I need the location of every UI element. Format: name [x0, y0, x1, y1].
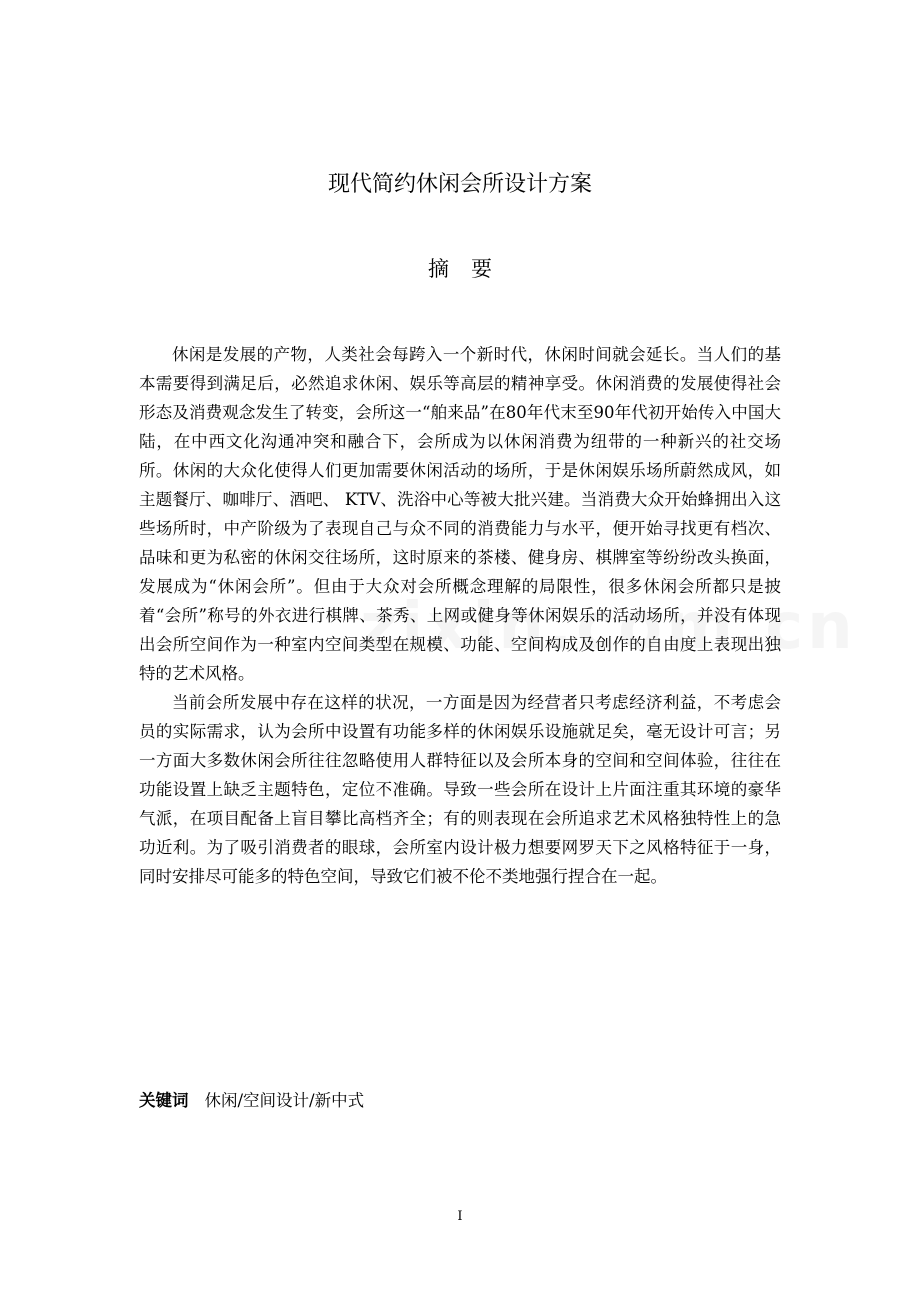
keywords-line	[139, 1086, 781, 1115]
page-number: I	[457, 1209, 463, 1224]
abstract-paragraph-1: 休闲是发展的产物，人类社会每跨入一个新时代，休闲时间就会延长。当人们的基本需要得到满足后，必然追求休闲、娱乐等高层的精神享受。休闲消费的发展使得社会形态及消费观念发生了转变，会所这一“舶来品”在80年代末至90年代初开始传入中国大陆，在中西文化沟通冲突和融合下，会所成为以休闲消费为纽带的一种新兴的社交场所。休闲的大众化使得人们更加需要休闲活动的场所，于是休闲娱乐场所蔚然成风，如主题餐厅、咖啡厅、酒吧、 KTV、洗浴中心等被大批兴建。当消费大众开始蜂拥出入这些场所时，中产阶级为了表现自己与众不同的消费能力与水平，便开始寻找更有档次、品味和更为私密的休闲交往场所，这时原来的茶楼、健身房、棋牌室等纷纷改头换面，发展成为“休闲会所”。但由于大众对会所概念理解的局限性，很多休闲会所都只是披着“会所”称号的外衣进行棋牌、茶秀、上网或健身等休闲娱乐的活动场所，并没有体现出会所空间作为一种室内空间类型在规模、功能、空间构成及创作的自由度上表现出独特的艺术风格。	[139, 345, 781, 683]
abstract-paragraph-2: 当前会所发展中存在这样的状况，一方面是因为经营者只考虑经济利益，不考虑会员的实际需求，认为会所中设置有功能多样的休闲娱乐设施就足矣，毫无设计可言；另一方面大多数休闲会所往往忽略使用人群特征以及会所本身的空间和空间体验，往往在功能设置上缺乏主题特色，定位不准确。导致一些会所在设计上片面注重其环境的豪华气派，在项目配备上盲目攀比高档齐全；有的则表现在会所追求艺术风格独特性上的急功近利。为了吸引消费者的眼球，会所室内设计极力想要网罗天下之风格特征于一身，同时安排尽可能多的特色空间，导致它们被不伦不类地强行捏合在一起。	[139, 693, 781, 886]
document-title: 现代简约休闲会所设计方案	[327, 172, 592, 197]
abstract-heading: 摘要	[428, 257, 514, 281]
abstract-body	[139, 340, 781, 891]
keywords-label: 关键词	[139, 1091, 189, 1110]
keywords-value: 休闲/空间设计/新中式	[204, 1091, 365, 1110]
